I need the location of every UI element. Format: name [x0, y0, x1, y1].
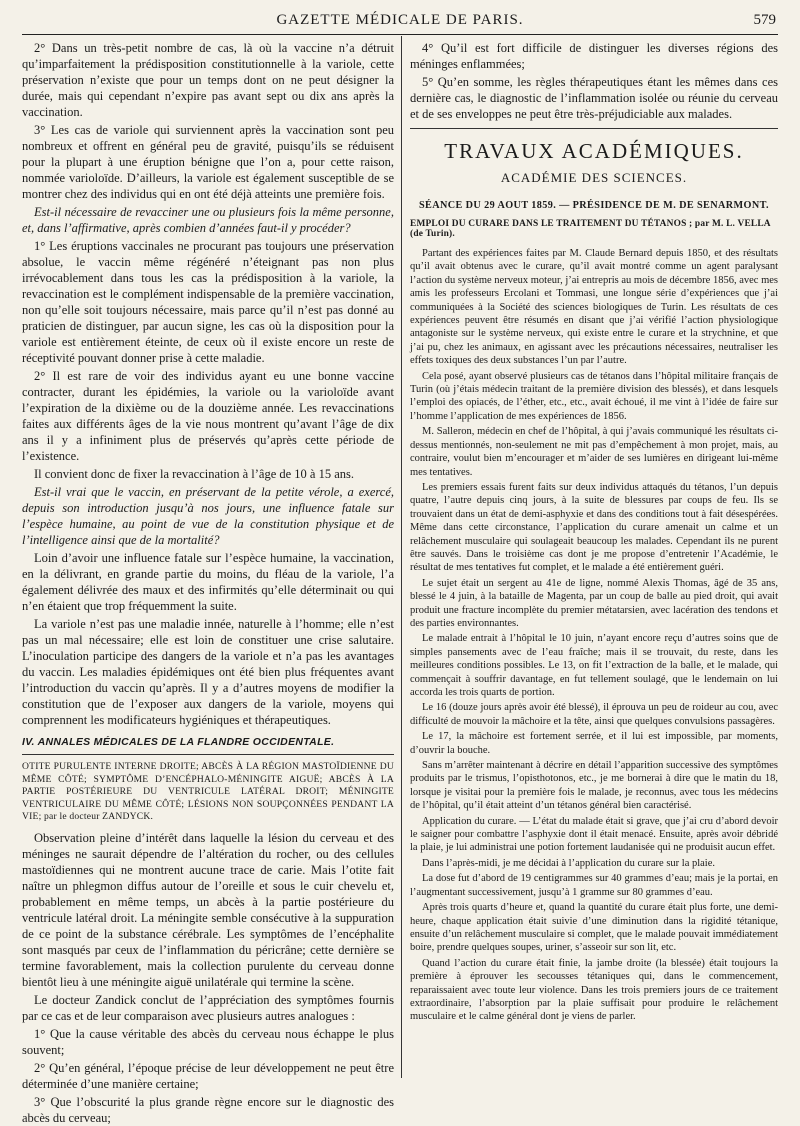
paragraph: 2° Dans un très-petit nombre de cas, là où la vaccine n’a détruit qu’imparfaitement la prédisposition constitutionnelle à la variole, cette préservation n’existe que pour un temps dont on ne peut désigner la durée, mais qui cependant n’expire pas avant sept ou dix ans après la vaccination.	[22, 41, 394, 119]
article-heading: EMPLOI DU CURARE DANS LE TRAITEMENT DU TÉTANOS ; par M. L. VELLA (de Turin).	[410, 219, 771, 239]
paragraph: Sans m’arrêter maintenant à décrire en détail l’apparition successive des symptômes produits par le trismus, l’opisthotonos, etc., je me bornerai à dire que le matin du 18, lorsque je visitai pour la première fois le malade, je reconnus, avec tous les médecins de l’hôpital, qu’il était atteint d’un tétanos général bien caractérisé.	[410, 760, 778, 812]
paragraph: 3° Les cas de variole qui surviennent après la vaccination sont peu nombreux et offrent en général peu de gravité, puisqu’ils se réduisent pour la plupart à une éruption bénigne que l’on a, pour cette raison, nommée varioloïde. D’ailleurs, la variole est également susceptible de se montrer chez des individus qui en ont été déjà atteints une première fois.	[22, 123, 394, 201]
column-divider	[401, 36, 402, 1078]
rule-divider	[22, 754, 394, 755]
case-title: OTITE PURULENTE INTERNE DROITE; ABCÈS À LA RÉGION MASTOÏDIENNE DU MÊME CÔTÉ; SYMPTÔME D’ENCÉPHALO-MÉNINGITE AIGUË; ABCÈS À LA PARTIE POSTÉRIEURE DU VENTRICULE LATÉRAL DROIT; MÉNINGITE VENTRICULAIRE DU MÊME CÔTÉ; LÉSIONS NON SOUPÇONNÉES PENDANT LA VIE; par le docteur ZANDYCK.	[22, 761, 394, 822]
page-number: 579	[753, 12, 776, 28]
paragraph: Les premiers essais furent faits sur deux individus attaqués du tétanos, l’un depuis quatre, l’autre depuis cinq jours, à la suite de blessures par coups de feu. Ils se trouvaient dans un état de demi-asphyxie et dans des conditions tout à fait désespérées. Même dans cette circonstance, l’application du curare amenait un calme et un relâchement musculaire qui soulageait beaucoup les malades. Cependant ils ne purent être sauvés. Dans le troisième cas dont je me propose d’entretenir l’Académie, le résultat de mes tentatives fut complet, et le malade a été entièrement guéri.	[410, 481, 778, 574]
left-column	[22, 40, 394, 1125]
section-title: TRAVAUX ACADÉMIQUES.	[444, 139, 744, 163]
paragraph: 4° Qu’il est fort difficile de distinguer les diverses régions des méninges enflammées;	[410, 41, 778, 71]
question-paragraph: Est-il vrai que le vaccin, en préservant de la petite vérole, a exercé, depuis son introduction jusqu’à nos jours, une influence fatale sur l’espèce humaine, au point de vue de la constitution physique et de l’intelligence ainsi que de la mortalité?	[22, 485, 394, 547]
paragraph: 1° Les éruptions vaccinales ne procurant pas toujours une préservation absolue, le vaccin même régénéré n’éteignant pas non plus irrévocablement dans tous les cas la prédisposition à la variole, la revaccination est le complément indispensable de la première vaccination, non qu’elle soit toujours nécessaire, mais parce qu’il n’est pas donné au praticien de distinguer, par aucun signe, les cas où la disposition pour la variole est entièrement éteinte, de ceux où il existe encore un reste de réceptivité pouvant donner prise à cette maladie.	[22, 239, 394, 365]
paragraph: Le 16 (douze jours après avoir été blessé), il éprouva un peu de roideur au cou, avec difficulté de mouvoir la mâchoire et la tête, ainsi que quelques convulsions passagères.	[410, 702, 778, 727]
paragraph: Loin d’avoir une influence fatale sur l’espèce humaine, la vaccination, en la délivrant, en grande partie du moins, du fléau de la variole, l’a également délivrée des maux et des infirmités qu’elle déterminait ou qui n’en étaient que trop fréquemment la suite.	[22, 551, 394, 613]
section-heading: IV. ANNALES MÉDICALES DE LA FLANDRE OCCIDENTALE.	[22, 736, 335, 748]
paragraph: 1° Que la cause véritable des abcès du cerveau nous échappe le plus souvent;	[22, 1026, 394, 1057]
academy-title: ACADÉMIE DES SCIENCES.	[500, 170, 688, 185]
paragraph: 2° Qu’en général, l’époque précise de leur développement ne peut être déterminée d’une manière certaine;	[22, 1060, 394, 1091]
question-paragraph: Est-il nécessaire de revacciner une ou plusieurs fois la même personne, et, dans l’affirmative, après combien d’années faut-il y procéder?	[22, 205, 394, 235]
paragraph: Application du curare. — L’état du malade était si grave, que j’ai cru d’abord devoir le saigner pour combattre l’asphyxie dont il était menacé. Ensuite, après avoir débridé la plaie, je lui administrai une potion fortement laudanisée qui ne produisit aucun effet.	[410, 815, 778, 854]
paragraph: 2° Il est rare de voir des individus ayant eu une bonne vaccine contracter, durant les épidémies, la variole ou la varioloïde avant l’expiration de la dixième ou de la douzième année. Les revaccinations faites aux différents âges de la vie nous montrent qu’avant l’âge de dix ans il y a infiniment plus de préservés qu’après cette période de l’existence.	[22, 369, 394, 463]
paragraph: La variole n’est pas une maladie innée, naturelle à l’homme; elle n’est pas un mal nécessaire; elle est loin de constituer une crise salutaire. L’inoculation participe des dangers de la variole et n’a pas les avantages du vaccin. Les maladies épidémiques ont été bien plus fréquentes avant l’introduction du vaccin qu’après. Il y a d’autres moyens de modifier la constitution que de l’exposer aux dangers de la variole, moyens qui comprennent les modificateurs hygiéniques et thérapeutiques.	[22, 617, 394, 727]
rule-divider	[410, 128, 778, 129]
journal-title: GAZETTE MÉDICALE DE PARIS.	[276, 12, 524, 28]
paragraph: Le sujet était un sergent au 41e de ligne, nommé Alexis Thomas, âgé de 35 ans, blessé le 4 juin, à la bataille de Magenta, par un coup de balle au pied droit, qui avait produit une fracture incomplète du premier métatarsien, avec lacération des tendons et des parties environnantes.	[410, 577, 778, 629]
right-column	[410, 40, 778, 1078]
session-line: SÉANCE DU 29 AOUT 1859. — PRÉSIDENCE DE M. DE SENARMONT.	[418, 200, 770, 211]
paragraph: Cela posé, ayant observé plusieurs cas de tétanos dans l’hôpital militaire français de Turin (où j’étais médecin traitant de la première division des blessés), et dans lesquels l’emploi des opiacés, de l’éther, etc., etc., avait échoué, il me vint à l’idée de faire sur l’homme l’application de mes expériences de 1856.	[410, 370, 778, 422]
paragraph: Partant des expériences faites par M. Claude Bernard depuis 1850, et des résultats qu’il avait obtenus avec le curare, qu’il avait montré comme un agent paralysant l’action du système nerveux moteur, j’ai entrepris au mois de décembre 1856, avec mes amis les professeurs Ercolani et Tommasi, une longue série d’expériences que j’ai communiquées à la Société des sciences biologiques de Turin. Les résultats de ces expériences peuvent être résumés en disant que j’ai vérifié l’action physiologique antagoniste sur le système nerveux, qui existe entre le curare et la strychnine, et que j’ai pu, chez les animaux, en agissant avec les précautions nécessaires, neutraliser les effets toxiques des deux substances l’un par l’autre.	[410, 248, 778, 367]
paragraph: Le docteur Zandick conclut de l’appréciation des symptômes fournis par ce cas et de leur comparaison avec plusieurs autres analogues :	[22, 992, 394, 1023]
paragraph: Observation pleine d’intérêt dans laquelle la lésion du cerveau et des méninges ne saurait dépendre de l’altération du rocher, ou des cellules mastoïdiennes qui ne montrent aucune trace de carie. Mais l’otite fait naître un phlegmon diffus autour de l’oreille et sous le cuir chevelu et, probablement en même temps, un abcès à la partie postérieure du ventricule latéral droit. La méningite semble consécutive à la suppuration de ce point de la substance cérébrale. Les symptômes de l’encéphalite sont masqués par ceux de l’inflammation du péricrâne; cette dernière se termine favorablement, mais la collection purulente du cerveau donne bientôt lieu à une méningite aiguë unilatérale qui termine la scène.	[22, 830, 394, 989]
paragraph: Le 17, la mâchoire est fortement serrée, et il lui est impossible, par moments, d’ouvrir la bouche.	[410, 731, 778, 756]
paragraph: Quand l’action du curare était finie, la jambe droite (la blessée) était toujours la première à éprouver les secousses tétaniques qui, dans le commencement, reparaissaient avec toute leur violence. Dans les trois premiers jours de ce traitement extraordinaire, l’absorption par la plaie suffisait pour produire le relâchement musculaire et le calme général dont je viens de parler.	[410, 957, 778, 1023]
paragraph: Il convient donc de fixer la revaccination à l’âge de 10 à 15 ans.	[34, 467, 355, 481]
paragraph: M. Salleron, médecin en chef de l’hôpital, à qui j’avais communiqué les résultats ci-dessus mentionnés, non-seulement ne mit pas d’empêchement à mon projet, mais, au contraire, voulut bien m’encourager et m’aider de ses lumières en dirigeant lui-même mes tentatives.	[410, 426, 778, 478]
paragraph: 3° Que l’obscurité la plus grande règne encore sur le diagnostic des abcès du cerveau;	[22, 1094, 394, 1125]
paragraph: Après trois quarts d’heure et, quand la quantité du curare était plus forte, une demi-heure, chaque application était suivie d’une diminution dans la rigidité tétanique, ensuite d’un relâchement musculaire si complet, que le malade pouvait immédiatement boire, prendre quelques soupes, uriner, s’asseoir sur son lit, etc.	[410, 902, 778, 954]
paragraph: Le malade entrait à l’hôpital le 10 juin, n’ayant encore reçu d’autres soins que de simples pansements avec de l’eau fraîche; mais il se trouvait, du reste, dans les meilleures conditions possibles. Le 13, on fit l’extraction de la balle, et le malade, qui commençait à souffrir davantage, en fut tellement soulagé, que le lendemain on lui accorda les trois quarts de portion.	[410, 633, 778, 698]
text-columns	[22, 40, 778, 1125]
paragraph: La dose fut d’abord de 19 centigrammes sur 40 grammes d’eau; mais je la portai, en l’augmentant successivement, jusqu’à 1 gramme sur 80 grammes d’eau.	[410, 873, 778, 898]
page-header	[22, 10, 778, 35]
paragraph: Dans l’après-midi, je me décidai à l’application du curare sur la plaie.	[422, 857, 716, 869]
paragraph: 5° Qu’en somme, les règles thérapeutiques étant les mêmes dans ces dernière cas, le diagnostic de l’inflammation isolée ou réunie du cerveau et de ses enveloppes ne peut être très-préjudiciable aux malades.	[410, 75, 778, 121]
